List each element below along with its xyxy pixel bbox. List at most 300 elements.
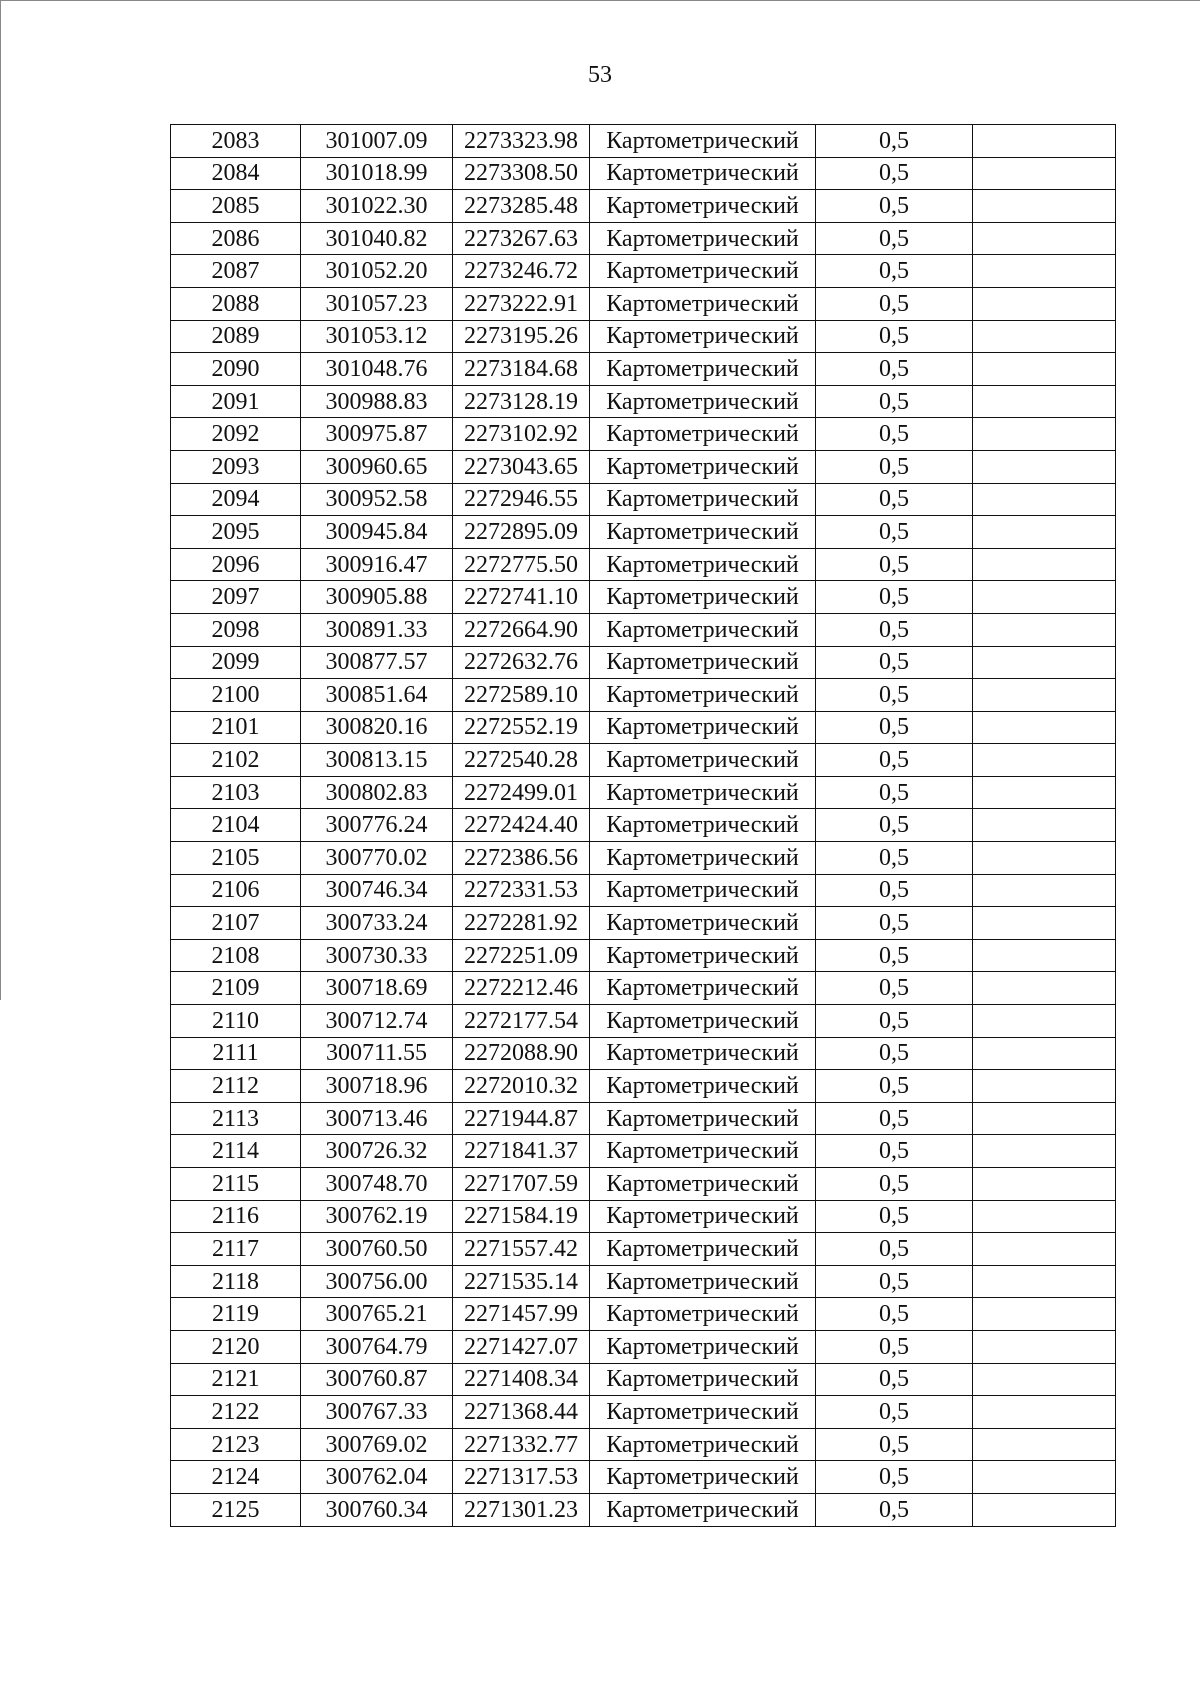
- method-cell: Картометрический: [590, 581, 816, 614]
- accuracy-cell: 0,5: [816, 287, 973, 320]
- method-cell: Картометрический: [590, 385, 816, 418]
- x-coordinate-cell: 300769.02: [301, 1428, 453, 1461]
- table-row: [171, 711, 1116, 744]
- method-cell: Картометрический: [590, 1037, 816, 1070]
- table-row: [171, 842, 1116, 875]
- point-number-cell: 2099: [171, 646, 301, 679]
- y-coordinate-cell: 2272212.46: [453, 972, 590, 1005]
- page-number: 53: [588, 62, 612, 88]
- x-coordinate-cell: 301040.82: [301, 222, 453, 255]
- x-coordinate-cell: 300718.69: [301, 972, 453, 1005]
- y-coordinate-cell: 2273128.19: [453, 385, 590, 418]
- y-coordinate-cell: 2272386.56: [453, 842, 590, 875]
- table-row: [171, 483, 1116, 516]
- accuracy-cell: 0,5: [816, 809, 973, 842]
- note-cell: [973, 972, 1116, 1005]
- accuracy-cell: 0,5: [816, 1005, 973, 1038]
- point-number-cell: 2113: [171, 1102, 301, 1135]
- note-cell: [973, 516, 1116, 549]
- table-row: [171, 1102, 1116, 1135]
- table-row: [171, 1265, 1116, 1298]
- table-row: [171, 1168, 1116, 1201]
- note-cell: [973, 1396, 1116, 1429]
- x-coordinate-cell: 300760.50: [301, 1233, 453, 1266]
- accuracy-cell: 0,5: [816, 1396, 973, 1429]
- x-coordinate-cell: 300952.58: [301, 483, 453, 516]
- method-cell: Картометрический: [590, 1200, 816, 1233]
- y-coordinate-cell: 2272499.01: [453, 776, 590, 809]
- note-cell: [973, 711, 1116, 744]
- note-cell: [973, 190, 1116, 223]
- table-row: [171, 776, 1116, 809]
- accuracy-cell: 0,5: [816, 613, 973, 646]
- method-cell: Картометрический: [590, 613, 816, 646]
- table-row: [171, 190, 1116, 223]
- note-cell: [973, 418, 1116, 451]
- point-number-cell: 2116: [171, 1200, 301, 1233]
- accuracy-cell: 0,5: [816, 1265, 973, 1298]
- note-cell: [973, 1135, 1116, 1168]
- point-number-cell: 2106: [171, 874, 301, 907]
- table-row: [171, 907, 1116, 940]
- point-number-cell: 2087: [171, 255, 301, 288]
- table-row: [171, 613, 1116, 646]
- method-cell: Картометрический: [590, 125, 816, 158]
- y-coordinate-cell: 2271944.87: [453, 1102, 590, 1135]
- point-number-cell: 2120: [171, 1330, 301, 1363]
- table-row: [171, 222, 1116, 255]
- x-coordinate-cell: 300767.33: [301, 1396, 453, 1429]
- x-coordinate-cell: 300960.65: [301, 450, 453, 483]
- x-coordinate-cell: 300770.02: [301, 842, 453, 875]
- y-coordinate-cell: 2272552.19: [453, 711, 590, 744]
- accuracy-cell: 0,5: [816, 548, 973, 581]
- point-number-cell: 2085: [171, 190, 301, 223]
- y-coordinate-cell: 2271584.19: [453, 1200, 590, 1233]
- x-coordinate-cell: 300718.96: [301, 1070, 453, 1103]
- table-row: [171, 548, 1116, 581]
- x-coordinate-cell: 300760.87: [301, 1363, 453, 1396]
- note-cell: [973, 1461, 1116, 1494]
- table-row: [171, 385, 1116, 418]
- x-coordinate-cell: 300762.04: [301, 1461, 453, 1494]
- y-coordinate-cell: 2272010.32: [453, 1070, 590, 1103]
- point-number-cell: 2095: [171, 516, 301, 549]
- table-row: [171, 809, 1116, 842]
- table-row: [171, 450, 1116, 483]
- point-number-cell: 2107: [171, 907, 301, 940]
- coordinates-table: [170, 124, 1116, 1527]
- y-coordinate-cell: 2273222.91: [453, 287, 590, 320]
- point-number-cell: 2123: [171, 1428, 301, 1461]
- y-coordinate-cell: 2272540.28: [453, 744, 590, 777]
- coordinates-table-body: [171, 125, 1116, 1527]
- y-coordinate-cell: 2271427.07: [453, 1330, 590, 1363]
- table-row: [171, 1005, 1116, 1038]
- x-coordinate-cell: 300756.00: [301, 1265, 453, 1298]
- x-coordinate-cell: 300988.83: [301, 385, 453, 418]
- table-row: [171, 874, 1116, 907]
- note-cell: [973, 255, 1116, 288]
- point-number-cell: 2102: [171, 744, 301, 777]
- y-coordinate-cell: 2271368.44: [453, 1396, 590, 1429]
- scan-border-left: [0, 0, 1, 1000]
- method-cell: Картометрический: [590, 1363, 816, 1396]
- accuracy-cell: 0,5: [816, 157, 973, 190]
- point-number-cell: 2100: [171, 679, 301, 712]
- y-coordinate-cell: 2271557.42: [453, 1233, 590, 1266]
- y-coordinate-cell: 2272424.40: [453, 809, 590, 842]
- method-cell: Картометрический: [590, 548, 816, 581]
- x-coordinate-cell: 300746.34: [301, 874, 453, 907]
- point-number-cell: 2114: [171, 1135, 301, 1168]
- note-cell: [973, 287, 1116, 320]
- accuracy-cell: 0,5: [816, 255, 973, 288]
- table-row: [171, 939, 1116, 972]
- x-coordinate-cell: 301022.30: [301, 190, 453, 223]
- scan-border-top: [0, 0, 1200, 1]
- note-cell: [973, 842, 1116, 875]
- method-cell: Картометрический: [590, 418, 816, 451]
- accuracy-cell: 0,5: [816, 1070, 973, 1103]
- method-cell: Картометрический: [590, 776, 816, 809]
- method-cell: Картометрический: [590, 1135, 816, 1168]
- note-cell: [973, 1070, 1116, 1103]
- table-row: [171, 972, 1116, 1005]
- x-coordinate-cell: 300726.32: [301, 1135, 453, 1168]
- note-cell: [973, 907, 1116, 940]
- x-coordinate-cell: 300764.79: [301, 1330, 453, 1363]
- y-coordinate-cell: 2271408.34: [453, 1363, 590, 1396]
- method-cell: Картометрический: [590, 1461, 816, 1494]
- y-coordinate-cell: 2271707.59: [453, 1168, 590, 1201]
- table-row: [171, 744, 1116, 777]
- note-cell: [973, 679, 1116, 712]
- table-row: [171, 320, 1116, 353]
- table-row: [171, 1363, 1116, 1396]
- table-row: [171, 1428, 1116, 1461]
- accuracy-cell: 0,5: [816, 1330, 973, 1363]
- table-row: [171, 125, 1116, 158]
- note-cell: [973, 1233, 1116, 1266]
- method-cell: Картометрический: [590, 1265, 816, 1298]
- accuracy-cell: 0,5: [816, 385, 973, 418]
- point-number-cell: 2109: [171, 972, 301, 1005]
- note-cell: [973, 353, 1116, 386]
- method-cell: Картометрический: [590, 353, 816, 386]
- x-coordinate-cell: 301048.76: [301, 353, 453, 386]
- x-coordinate-cell: 300730.33: [301, 939, 453, 972]
- method-cell: Картометрический: [590, 1330, 816, 1363]
- y-coordinate-cell: 2272088.90: [453, 1037, 590, 1070]
- y-coordinate-cell: 2272589.10: [453, 679, 590, 712]
- table-row: [171, 1070, 1116, 1103]
- note-cell: [973, 1200, 1116, 1233]
- point-number-cell: 2108: [171, 939, 301, 972]
- x-coordinate-cell: 301057.23: [301, 287, 453, 320]
- x-coordinate-cell: 300748.70: [301, 1168, 453, 1201]
- note-cell: [973, 744, 1116, 777]
- y-coordinate-cell: 2273102.92: [453, 418, 590, 451]
- method-cell: Картометрический: [590, 646, 816, 679]
- table-row: [171, 1493, 1116, 1526]
- table-row: [171, 287, 1116, 320]
- y-coordinate-cell: 2272331.53: [453, 874, 590, 907]
- point-number-cell: 2117: [171, 1233, 301, 1266]
- method-cell: Картометрический: [590, 679, 816, 712]
- point-number-cell: 2111: [171, 1037, 301, 1070]
- table-row: [171, 1037, 1116, 1070]
- y-coordinate-cell: 2271332.77: [453, 1428, 590, 1461]
- point-number-cell: 2094: [171, 483, 301, 516]
- note-cell: [973, 776, 1116, 809]
- y-coordinate-cell: 2272177.54: [453, 1005, 590, 1038]
- note-cell: [973, 1493, 1116, 1526]
- table-row: [171, 1396, 1116, 1429]
- note-cell: [973, 1265, 1116, 1298]
- point-number-cell: 2090: [171, 353, 301, 386]
- point-number-cell: 2096: [171, 548, 301, 581]
- x-coordinate-cell: 300802.83: [301, 776, 453, 809]
- point-number-cell: 2093: [171, 450, 301, 483]
- accuracy-cell: 0,5: [816, 353, 973, 386]
- point-number-cell: 2098: [171, 613, 301, 646]
- note-cell: [973, 581, 1116, 614]
- method-cell: Картометрический: [590, 1102, 816, 1135]
- x-coordinate-cell: 300711.55: [301, 1037, 453, 1070]
- x-coordinate-cell: 301007.09: [301, 125, 453, 158]
- table-row: [171, 516, 1116, 549]
- point-number-cell: 2101: [171, 711, 301, 744]
- method-cell: Картометрический: [590, 320, 816, 353]
- method-cell: Картометрический: [590, 287, 816, 320]
- method-cell: Картометрический: [590, 842, 816, 875]
- note-cell: [973, 939, 1116, 972]
- note-cell: [973, 1363, 1116, 1396]
- accuracy-cell: 0,5: [816, 516, 973, 549]
- method-cell: Картометрический: [590, 222, 816, 255]
- y-coordinate-cell: 2273285.48: [453, 190, 590, 223]
- accuracy-cell: 0,5: [816, 679, 973, 712]
- x-coordinate-cell: 300945.84: [301, 516, 453, 549]
- method-cell: Картометрический: [590, 450, 816, 483]
- y-coordinate-cell: 2273323.98: [453, 125, 590, 158]
- method-cell: Картометрический: [590, 190, 816, 223]
- accuracy-cell: 0,5: [816, 418, 973, 451]
- method-cell: Картометрический: [590, 1233, 816, 1266]
- accuracy-cell: 0,5: [816, 1200, 973, 1233]
- method-cell: Картометрический: [590, 1168, 816, 1201]
- method-cell: Картометрический: [590, 1493, 816, 1526]
- accuracy-cell: 0,5: [816, 1493, 973, 1526]
- y-coordinate-cell: 2273184.68: [453, 353, 590, 386]
- point-number-cell: 2122: [171, 1396, 301, 1429]
- x-coordinate-cell: 300891.33: [301, 613, 453, 646]
- y-coordinate-cell: 2271301.23: [453, 1493, 590, 1526]
- accuracy-cell: 0,5: [816, 907, 973, 940]
- table-row: [171, 581, 1116, 614]
- x-coordinate-cell: 300916.47: [301, 548, 453, 581]
- accuracy-cell: 0,5: [816, 1298, 973, 1331]
- x-coordinate-cell: 300760.34: [301, 1493, 453, 1526]
- table-row: [171, 679, 1116, 712]
- table-row: [171, 1233, 1116, 1266]
- point-number-cell: 2088: [171, 287, 301, 320]
- point-number-cell: 2119: [171, 1298, 301, 1331]
- note-cell: [973, 1102, 1116, 1135]
- point-number-cell: 2097: [171, 581, 301, 614]
- y-coordinate-cell: 2272251.09: [453, 939, 590, 972]
- accuracy-cell: 0,5: [816, 1428, 973, 1461]
- table-row: [171, 353, 1116, 386]
- note-cell: [973, 613, 1116, 646]
- accuracy-cell: 0,5: [816, 744, 973, 777]
- y-coordinate-cell: 2272895.09: [453, 516, 590, 549]
- x-coordinate-cell: 301052.20: [301, 255, 453, 288]
- note-cell: [973, 157, 1116, 190]
- method-cell: Картометрический: [590, 1428, 816, 1461]
- point-number-cell: 2084: [171, 157, 301, 190]
- x-coordinate-cell: 300820.16: [301, 711, 453, 744]
- x-coordinate-cell: 300877.57: [301, 646, 453, 679]
- point-number-cell: 2121: [171, 1363, 301, 1396]
- note-cell: [973, 548, 1116, 581]
- note-cell: [973, 1330, 1116, 1363]
- y-coordinate-cell: 2272775.50: [453, 548, 590, 581]
- y-coordinate-cell: 2273246.72: [453, 255, 590, 288]
- x-coordinate-cell: 300776.24: [301, 809, 453, 842]
- y-coordinate-cell: 2271535.14: [453, 1265, 590, 1298]
- note-cell: [973, 450, 1116, 483]
- point-number-cell: 2124: [171, 1461, 301, 1494]
- accuracy-cell: 0,5: [816, 1102, 973, 1135]
- point-number-cell: 2092: [171, 418, 301, 451]
- table-row: [171, 157, 1116, 190]
- note-cell: [973, 1037, 1116, 1070]
- y-coordinate-cell: 2273267.63: [453, 222, 590, 255]
- method-cell: Картометрический: [590, 157, 816, 190]
- method-cell: Картометрический: [590, 809, 816, 842]
- accuracy-cell: 0,5: [816, 581, 973, 614]
- note-cell: [973, 809, 1116, 842]
- x-coordinate-cell: 301053.12: [301, 320, 453, 353]
- x-coordinate-cell: 301018.99: [301, 157, 453, 190]
- accuracy-cell: 0,5: [816, 972, 973, 1005]
- note-cell: [973, 385, 1116, 418]
- method-cell: Картометрический: [590, 939, 816, 972]
- method-cell: Картометрический: [590, 1396, 816, 1429]
- method-cell: Картометрический: [590, 1070, 816, 1103]
- note-cell: [973, 222, 1116, 255]
- accuracy-cell: 0,5: [816, 776, 973, 809]
- point-number-cell: 2086: [171, 222, 301, 255]
- accuracy-cell: 0,5: [816, 1135, 973, 1168]
- table-row: [171, 418, 1116, 451]
- point-number-cell: 2091: [171, 385, 301, 418]
- x-coordinate-cell: 300813.15: [301, 744, 453, 777]
- point-number-cell: 2104: [171, 809, 301, 842]
- table-row: [171, 1330, 1116, 1363]
- note-cell: [973, 1298, 1116, 1331]
- method-cell: Картометрический: [590, 1298, 816, 1331]
- accuracy-cell: 0,5: [816, 646, 973, 679]
- x-coordinate-cell: 300733.24: [301, 907, 453, 940]
- y-coordinate-cell: 2273308.50: [453, 157, 590, 190]
- table-row: [171, 1135, 1116, 1168]
- point-number-cell: 2089: [171, 320, 301, 353]
- y-coordinate-cell: 2272946.55: [453, 483, 590, 516]
- y-coordinate-cell: 2271457.99: [453, 1298, 590, 1331]
- x-coordinate-cell: 300975.87: [301, 418, 453, 451]
- point-number-cell: 2110: [171, 1005, 301, 1038]
- note-cell: [973, 1428, 1116, 1461]
- point-number-cell: 2112: [171, 1070, 301, 1103]
- x-coordinate-cell: 300765.21: [301, 1298, 453, 1331]
- accuracy-cell: 0,5: [816, 222, 973, 255]
- method-cell: Картометрический: [590, 711, 816, 744]
- y-coordinate-cell: 2273043.65: [453, 450, 590, 483]
- x-coordinate-cell: 300905.88: [301, 581, 453, 614]
- accuracy-cell: 0,5: [816, 1461, 973, 1494]
- method-cell: Картометрический: [590, 255, 816, 288]
- accuracy-cell: 0,5: [816, 190, 973, 223]
- method-cell: Картометрический: [590, 907, 816, 940]
- method-cell: Картометрический: [590, 1005, 816, 1038]
- table-row: [171, 1200, 1116, 1233]
- note-cell: [973, 320, 1116, 353]
- y-coordinate-cell: 2273195.26: [453, 320, 590, 353]
- y-coordinate-cell: 2272741.10: [453, 581, 590, 614]
- method-cell: Картометрический: [590, 516, 816, 549]
- x-coordinate-cell: 300712.74: [301, 1005, 453, 1038]
- accuracy-cell: 0,5: [816, 1037, 973, 1070]
- note-cell: [973, 483, 1116, 516]
- point-number-cell: 2103: [171, 776, 301, 809]
- y-coordinate-cell: 2272632.76: [453, 646, 590, 679]
- method-cell: Картометрический: [590, 483, 816, 516]
- accuracy-cell: 0,5: [816, 450, 973, 483]
- note-cell: [973, 125, 1116, 158]
- method-cell: Картометрический: [590, 874, 816, 907]
- x-coordinate-cell: 300713.46: [301, 1102, 453, 1135]
- x-coordinate-cell: 300762.19: [301, 1200, 453, 1233]
- accuracy-cell: 0,5: [816, 874, 973, 907]
- note-cell: [973, 646, 1116, 679]
- accuracy-cell: 0,5: [816, 842, 973, 875]
- accuracy-cell: 0,5: [816, 1363, 973, 1396]
- point-number-cell: 2105: [171, 842, 301, 875]
- accuracy-cell: 0,5: [816, 1233, 973, 1266]
- note-cell: [973, 874, 1116, 907]
- y-coordinate-cell: 2272281.92: [453, 907, 590, 940]
- y-coordinate-cell: 2271317.53: [453, 1461, 590, 1494]
- note-cell: [973, 1168, 1116, 1201]
- table-row: [171, 255, 1116, 288]
- note-cell: [973, 1005, 1116, 1038]
- accuracy-cell: 0,5: [816, 711, 973, 744]
- y-coordinate-cell: 2272664.90: [453, 613, 590, 646]
- y-coordinate-cell: 2271841.37: [453, 1135, 590, 1168]
- accuracy-cell: 0,5: [816, 939, 973, 972]
- x-coordinate-cell: 300851.64: [301, 679, 453, 712]
- accuracy-cell: 0,5: [816, 483, 973, 516]
- accuracy-cell: 0,5: [816, 320, 973, 353]
- accuracy-cell: 0,5: [816, 1168, 973, 1201]
- point-number-cell: 2083: [171, 125, 301, 158]
- method-cell: Картометрический: [590, 972, 816, 1005]
- point-number-cell: 2115: [171, 1168, 301, 1201]
- table-row: [171, 1461, 1116, 1494]
